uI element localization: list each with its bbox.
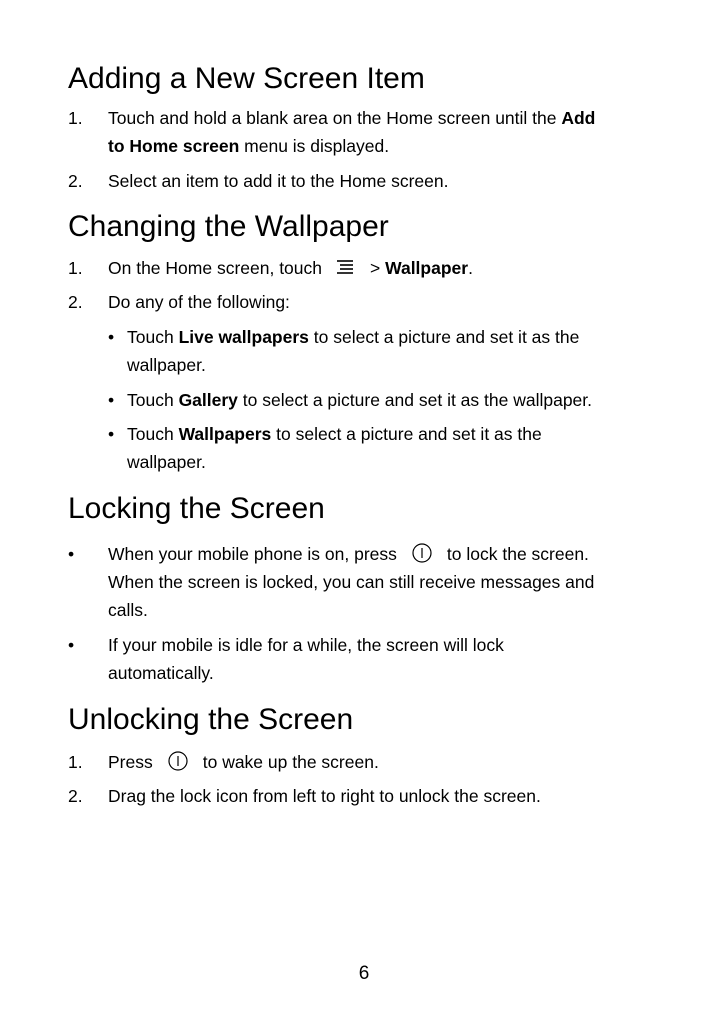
menu-icon xyxy=(334,256,356,274)
section-title-unlocking-screen: Unlocking the Screen xyxy=(68,703,354,736)
bullet: • xyxy=(108,390,115,410)
list-number: 1. xyxy=(68,258,83,278)
list-number: 2. xyxy=(68,292,83,312)
list-number: 2. xyxy=(68,171,83,191)
list-text: On the Home screen, touch > Wallpaper. xyxy=(108,258,473,278)
sub-list-text: Touch Wallpapers to select a picture and set it as the wallpaper. xyxy=(127,424,542,472)
page-number: 6 xyxy=(358,963,370,984)
list-number: 2. xyxy=(68,786,83,806)
list-text: Drag the lock icon from left to right to unlock the screen. xyxy=(108,786,541,806)
list-text: Touch and hold a blank area on the Home screen until the Add to Home screen menu is displayed. xyxy=(108,108,596,156)
section-title-adding-item: Adding a New Screen Item xyxy=(68,62,425,95)
list-number: 1. xyxy=(68,108,83,128)
list-text: When your mobile phone is on, press to lock the screen. When the screen is locked, you can still receive messages and calls. xyxy=(108,544,595,620)
list-text: If your mobile is idle for a while, the screen will lock automatically. xyxy=(108,635,504,683)
section-title-locking-screen: Locking the Screen xyxy=(68,492,325,525)
list-number: 1. xyxy=(68,752,83,772)
bullet: • xyxy=(108,327,115,347)
list-text: Select an item to add it to the Home screen. xyxy=(108,171,449,191)
bullet: • xyxy=(108,424,115,444)
bullet: • xyxy=(68,635,75,655)
list-text: Press to wake up the screen. xyxy=(108,752,379,772)
power-icon xyxy=(411,542,433,564)
power-icon xyxy=(167,750,189,772)
bullet: • xyxy=(68,544,75,564)
sub-list-text: Touch Live wallpapers to select a picture and set it as the wallpaper. xyxy=(127,327,580,375)
list-text: Do any of the following: xyxy=(108,292,290,312)
section-title-changing-wallpaper: Changing the Wallpaper xyxy=(68,210,389,243)
sub-list-text: Touch Gallery to select a picture and set it as the wallpaper. xyxy=(127,390,593,410)
